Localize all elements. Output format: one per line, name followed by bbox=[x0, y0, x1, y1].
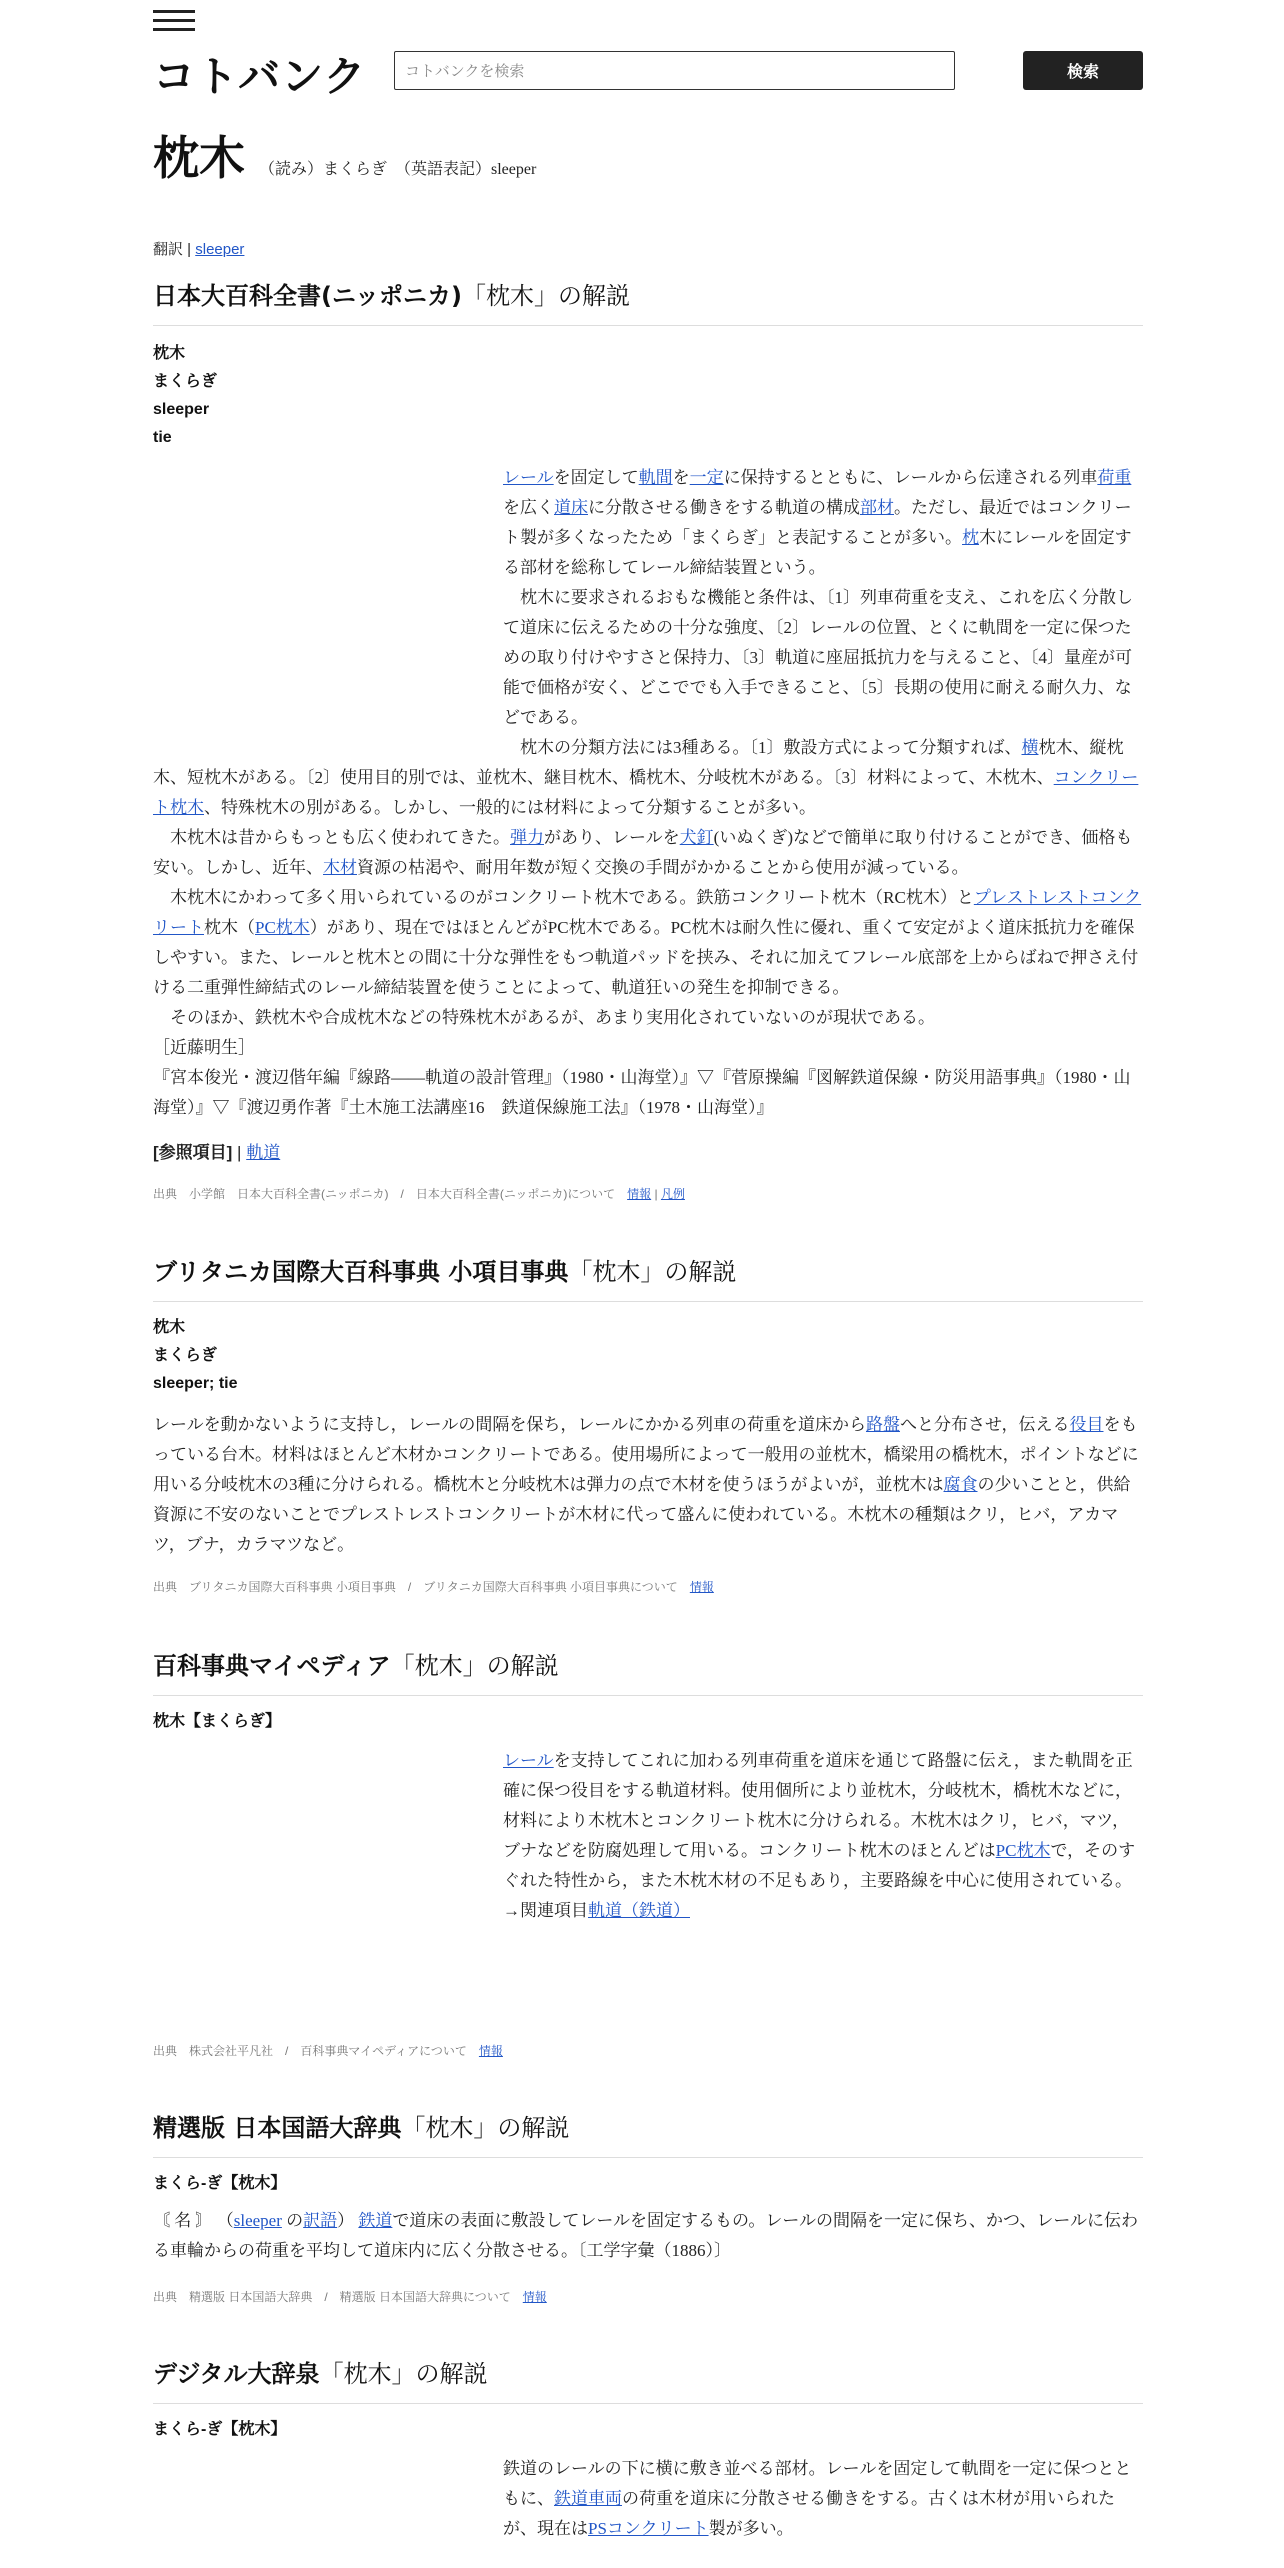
source-text: 出典 ブリタニカ国際大百科事典 小項目事典 / ブリタニカ国際大百科事典 小項目事典について bbox=[153, 1580, 690, 1594]
link-role[interactable]: 役目 bbox=[1069, 1415, 1104, 1434]
entry-head-britannica bbox=[153, 1314, 237, 1398]
link-timber[interactable]: 木材 bbox=[323, 858, 357, 877]
author: ［近藤明生］ bbox=[153, 1038, 255, 1057]
related-link-track-railway[interactable]: 軌道（鉄道） bbox=[588, 1901, 690, 1920]
entry-head-line: まくらぎ bbox=[153, 373, 218, 390]
text-run: 枕木の分類方法には3種ある。〔1〕敷設方式によって分類すれば、 bbox=[520, 738, 1022, 757]
section-title-bold: 精選版 日本国語大辞典 bbox=[153, 2114, 402, 2142]
text-run: 製が多い。 bbox=[708, 2519, 794, 2538]
headword-reading: （読み）まくらぎ （英語表記）sleeper bbox=[259, 161, 537, 178]
source-text: 出典 株式会社平凡社 / 百科事典マイペディアについて bbox=[153, 2044, 479, 2058]
text-run: 木枕木にかわって多く用いられているのがコンクリート枕木である。鉄筋コンクリート枕木（RC枕木）と bbox=[170, 888, 974, 907]
related-items bbox=[503, 1896, 1143, 1926]
section-title-bold: 百科事典マイペディア bbox=[153, 1652, 391, 1680]
section-title-daijisen bbox=[153, 2354, 1143, 2404]
site-logo[interactable]: コトバンク bbox=[153, 52, 367, 101]
section-title-bold: 日本大百科全書(ニッポニカ) bbox=[153, 282, 462, 310]
text-run: を bbox=[672, 468, 690, 487]
entry-head-nipponica bbox=[153, 340, 217, 452]
paragraph-3 bbox=[153, 733, 1143, 823]
text-run: へと分布させ，伝える bbox=[899, 1415, 1070, 1434]
text-run: 鉄道のレールの下に横に敷き並べる部材。レールを固定して軌間を一定に保つとともに、 bbox=[503, 2459, 1132, 2508]
entry-head-line: 枕木 bbox=[153, 345, 186, 362]
source-sep: | bbox=[651, 1187, 661, 1201]
entry-head-line: tie bbox=[153, 429, 172, 446]
text-run: 〘 名 〙 （ bbox=[153, 2211, 234, 2230]
mypedia-body bbox=[503, 1746, 1143, 1926]
link-translation[interactable]: 訳語 bbox=[303, 2211, 338, 2230]
link-roadbed[interactable]: 路盤 bbox=[865, 1415, 900, 1434]
seisenban-body bbox=[153, 2206, 1143, 2266]
bibliography: 『宮本俊光・渡辺偕年編『線路――軌道の設計管理』（1980・山海堂）』▽『菅原操編『図解鉄道保線・防災用語事典』（1980・山海堂）』▽『渡辺勇作著『土木施工法講座16 鉄道保線施工法』（1978・山海堂）』 bbox=[153, 1068, 1131, 1117]
entry-head-daijisen: まくら‐ぎ【枕木】 bbox=[153, 2421, 287, 2438]
link-ballast[interactable]: 道床 bbox=[554, 498, 588, 517]
link-sleeper-en[interactable]: sleeper bbox=[233, 2211, 282, 2230]
paragraph-2 bbox=[503, 583, 1143, 733]
paragraph-5 bbox=[153, 883, 1143, 1003]
translation-link[interactable]: sleeper bbox=[195, 241, 245, 258]
text-run: ）があり、現在ではほとんどがPC枕木である。PC枕木は耐久性に優れ、重くて安定がよく道床抵抗力を確保しやすい。また、レールと枕木との間に十分な弾性をもつ軌道パッドを挟み、それに加えてフレール底部を上からばねで押さえ付ける二重弾性締結式のレール締結装置を使うことによって、軌道狂いの発生を抑制できる。 bbox=[153, 918, 1139, 997]
text-run: の少いことと，供給資源に不安のないことでプレストレストコンクリートが木材に代って盛んに使われている。木枕木の種類はクリ，ヒバ，アカマツ，ブナ，カラマツなど。 bbox=[153, 1475, 1131, 1554]
headword-block bbox=[153, 122, 536, 188]
text-run: そのほか、鉄枕木や合成枕木などの特殊枕木があるが、あまり実用化されていないのが現状である。 bbox=[170, 1008, 935, 1027]
link-rail[interactable]: レール bbox=[503, 468, 554, 487]
link-rail[interactable]: レール bbox=[503, 1751, 554, 1770]
paragraph-6 bbox=[153, 1003, 1143, 1033]
source-britannica bbox=[153, 1578, 714, 1595]
entry-head-line: 枕木 bbox=[153, 1319, 186, 1336]
section-title-rest: 「枕木」の解説 bbox=[401, 2114, 570, 2142]
link-ittei[interactable]: 一定 bbox=[689, 468, 724, 487]
reference-label: [参照項目] bbox=[153, 1143, 233, 1162]
section-title-mypedia bbox=[153, 1646, 1143, 1696]
link-pc-sleeper[interactable]: PC枕木 bbox=[995, 1841, 1051, 1860]
reference-link-track[interactable]: 軌道 bbox=[246, 1143, 281, 1162]
entry-head-mypedia: 枕木【まくらぎ】 bbox=[153, 1713, 282, 1730]
source-info-link[interactable]: 情報 bbox=[522, 2290, 547, 2304]
text-run: を広く bbox=[503, 498, 554, 517]
section-title-bold: ブリタニカ国際大百科事典 小項目事典 bbox=[153, 1258, 569, 1286]
text-run: で道床の表面に敷設してレールを固定するもの。レールの間隔を一定に保ち、かつ、レールに伝わる車輪からの荷重を平均して道床内に広く分散させる。〔工学字彙（1886）〕 bbox=[153, 2211, 1139, 2260]
text-run: 木枕木は昔からもっとも広く使われてきた。 bbox=[170, 828, 510, 847]
mypedia-paragraph bbox=[503, 1746, 1143, 1896]
nipponica-body-upper bbox=[503, 463, 1143, 733]
search-input[interactable] bbox=[394, 51, 955, 90]
link-load[interactable]: 荷重 bbox=[1097, 468, 1132, 487]
nipponica-body-lower bbox=[153, 733, 1143, 1123]
text-run: 枕木（ bbox=[204, 918, 255, 937]
link-gauge[interactable]: 軌間 bbox=[638, 468, 673, 487]
link-elasticity[interactable]: 弾力 bbox=[510, 828, 544, 847]
entry-head-seisenban: まくら‐ぎ【枕木】 bbox=[153, 2175, 287, 2192]
section-title-rest: 「枕木」の解説 bbox=[319, 2360, 488, 2388]
text-run: 。ただし、最近ではコンクリート製が多くなったため「まくらぎ」と表記することが多い。 bbox=[503, 498, 1132, 547]
link-railway-vehicle[interactable]: 鉄道車両 bbox=[554, 2489, 622, 2508]
link-member[interactable]: 部材 bbox=[860, 498, 894, 517]
source-seisenban bbox=[153, 2288, 547, 2305]
source-nipponica bbox=[153, 1185, 685, 1202]
related-prefix: →関連項目 bbox=[503, 1901, 588, 1920]
text-run: 資源の枯渇や、耐用年数が短く交換の手間がかかることから使用が減っている。 bbox=[357, 858, 969, 877]
entry-head-line: sleeper bbox=[153, 401, 210, 418]
section-title-rest: 「枕木」の解説 bbox=[568, 1258, 737, 1286]
text-run: の bbox=[281, 2211, 304, 2230]
text-run: に分散させる働きをする軌道の構成 bbox=[588, 498, 860, 517]
translation-label: 翻訳 | bbox=[153, 241, 196, 258]
translation-line bbox=[153, 238, 244, 259]
text-run: があり、レールを bbox=[544, 828, 680, 847]
reference-items bbox=[153, 1138, 280, 1163]
source-text: 出典 精選版 日本国語大辞典 / 精選版 日本国語大辞典について bbox=[153, 2290, 523, 2304]
search-button[interactable]: 検索 bbox=[1023, 51, 1143, 90]
headword-title: 枕木 bbox=[153, 131, 245, 185]
paragraph-4 bbox=[153, 823, 1143, 883]
link-pc-sleeper[interactable]: PC枕木 bbox=[255, 918, 310, 937]
britannica-body bbox=[153, 1410, 1143, 1560]
daijisen-body bbox=[503, 2454, 1143, 2544]
entry-head-line: sleeper; tie bbox=[153, 1375, 238, 1392]
link-concrete-sleeper[interactable]: コンクリート枕木 bbox=[153, 768, 1139, 817]
text-run: ） bbox=[337, 2211, 359, 2230]
link-dog-spike[interactable]: 犬釘 bbox=[679, 828, 714, 847]
link-prestressed-concrete[interactable]: プレストレストコンクリート bbox=[153, 888, 1142, 937]
text-run: の荷重を道床に分散させる働きをする。古くは木材が用いられたが、現在は bbox=[503, 2489, 1115, 2538]
link-corrosion[interactable]: 腐食 bbox=[943, 1475, 978, 1494]
source-info-link[interactable]: 情報 bbox=[627, 1187, 652, 1201]
link-makura[interactable]: 枕 bbox=[962, 528, 979, 547]
section-title-bold: デジタル大辞泉 bbox=[153, 2360, 320, 2388]
text-run: で，そのすぐれた特性から，また木枕木材の不足もあり，主要路線を中心に使用されている。 bbox=[503, 1841, 1136, 1890]
section-title-britannica bbox=[153, 1252, 1143, 1302]
section-title-seisenban bbox=[153, 2108, 1143, 2158]
source-info-link[interactable]: 情報 bbox=[689, 1580, 714, 1594]
source-info-link[interactable]: 情報 bbox=[478, 2044, 503, 2058]
text-run: レールを動かないように支持し，レールの間隔を保ち，レールにかかる列車の荷重を道床から bbox=[153, 1415, 866, 1434]
text-run: を支持してこれに加わる列車荷重を道床を通じて路盤に伝え，また軌間を正確に保つ役目をする軌道材料。使用個所により並枕木，分岐枕木，橋枕木などに，材料により木枕木とコンクリート枕木に分けられる。木枕木はクリ，ヒバ，マツ，ブナなどを防腐処理して用いる。コンクリート枕木のほとんどは bbox=[503, 1751, 1133, 1860]
section-title-rest: 「枕木」の解説 bbox=[461, 282, 630, 310]
text-run: 枕木に要求されるおもな機能と条件は、〔1〕列車荷重を支え、これを広く分散して道床に伝えるための十分な強度、〔2〕レールの位置、とくに軌間を一定に保つための取り付けやすさと保持力、〔3〕軌道に座屈抵抗力を与えること、〔4〕量産が可能で価格が安く、どこででも入手できること、〔5〕長期の使用に耐える耐久力、などである。 bbox=[503, 588, 1134, 727]
reference-sep: | bbox=[232, 1143, 247, 1162]
hamburger-menu-icon[interactable] bbox=[153, 10, 195, 32]
source-text: 出典 小学館 日本大百科全書(ニッポニカ) / 日本大百科全書(ニッポニカ)について bbox=[153, 1187, 628, 1201]
source-mypedia bbox=[153, 2042, 503, 2059]
section-title-rest: 「枕木」の解説 bbox=[390, 1652, 559, 1680]
text-run: をもっている台木。材料はほとんど木材かコンクリートである。使用場所によって一般用の並枕木，橋梁用の橋枕木，ポイントなどに用いる分岐枕木の3種に分けられる。橋枕木と分岐枕木は弾力の点で木材を使うほうがよいが，並枕木は bbox=[153, 1415, 1139, 1494]
text-run: (いぬくぎ)などで簡単に取り付けることができ、価格も安い。しかし、近年、 bbox=[153, 828, 1133, 877]
text-run: 枕木、縦枕木、短枕木がある。〔2〕使用目的別では、並枕木、継目枕木、橋枕木、分岐枕木がある。〔3〕材料によって、木枕木、 bbox=[153, 738, 1124, 787]
source-legend-link[interactable]: 凡例 bbox=[660, 1187, 685, 1201]
link-railway[interactable]: 鉄道 bbox=[358, 2211, 393, 2230]
link-ps-concrete[interactable]: PSコンクリート bbox=[588, 2519, 709, 2538]
link-yoko[interactable]: 横 bbox=[1021, 738, 1039, 757]
text-run: を固定して bbox=[553, 468, 639, 487]
paragraph-1 bbox=[503, 463, 1143, 583]
section-title-nipponica bbox=[153, 276, 1143, 326]
entry-head-line: まくらぎ bbox=[153, 1347, 218, 1364]
text-run: に保持するとともに、レールから伝達される列車 bbox=[723, 468, 1098, 487]
text-run: 木にレールを固定する部材を総称してレール締結装置という。 bbox=[503, 528, 1132, 577]
text-run: 、特殊枕木の別がある。しかし、一般的には材料によって分類することが多い。 bbox=[204, 798, 816, 817]
